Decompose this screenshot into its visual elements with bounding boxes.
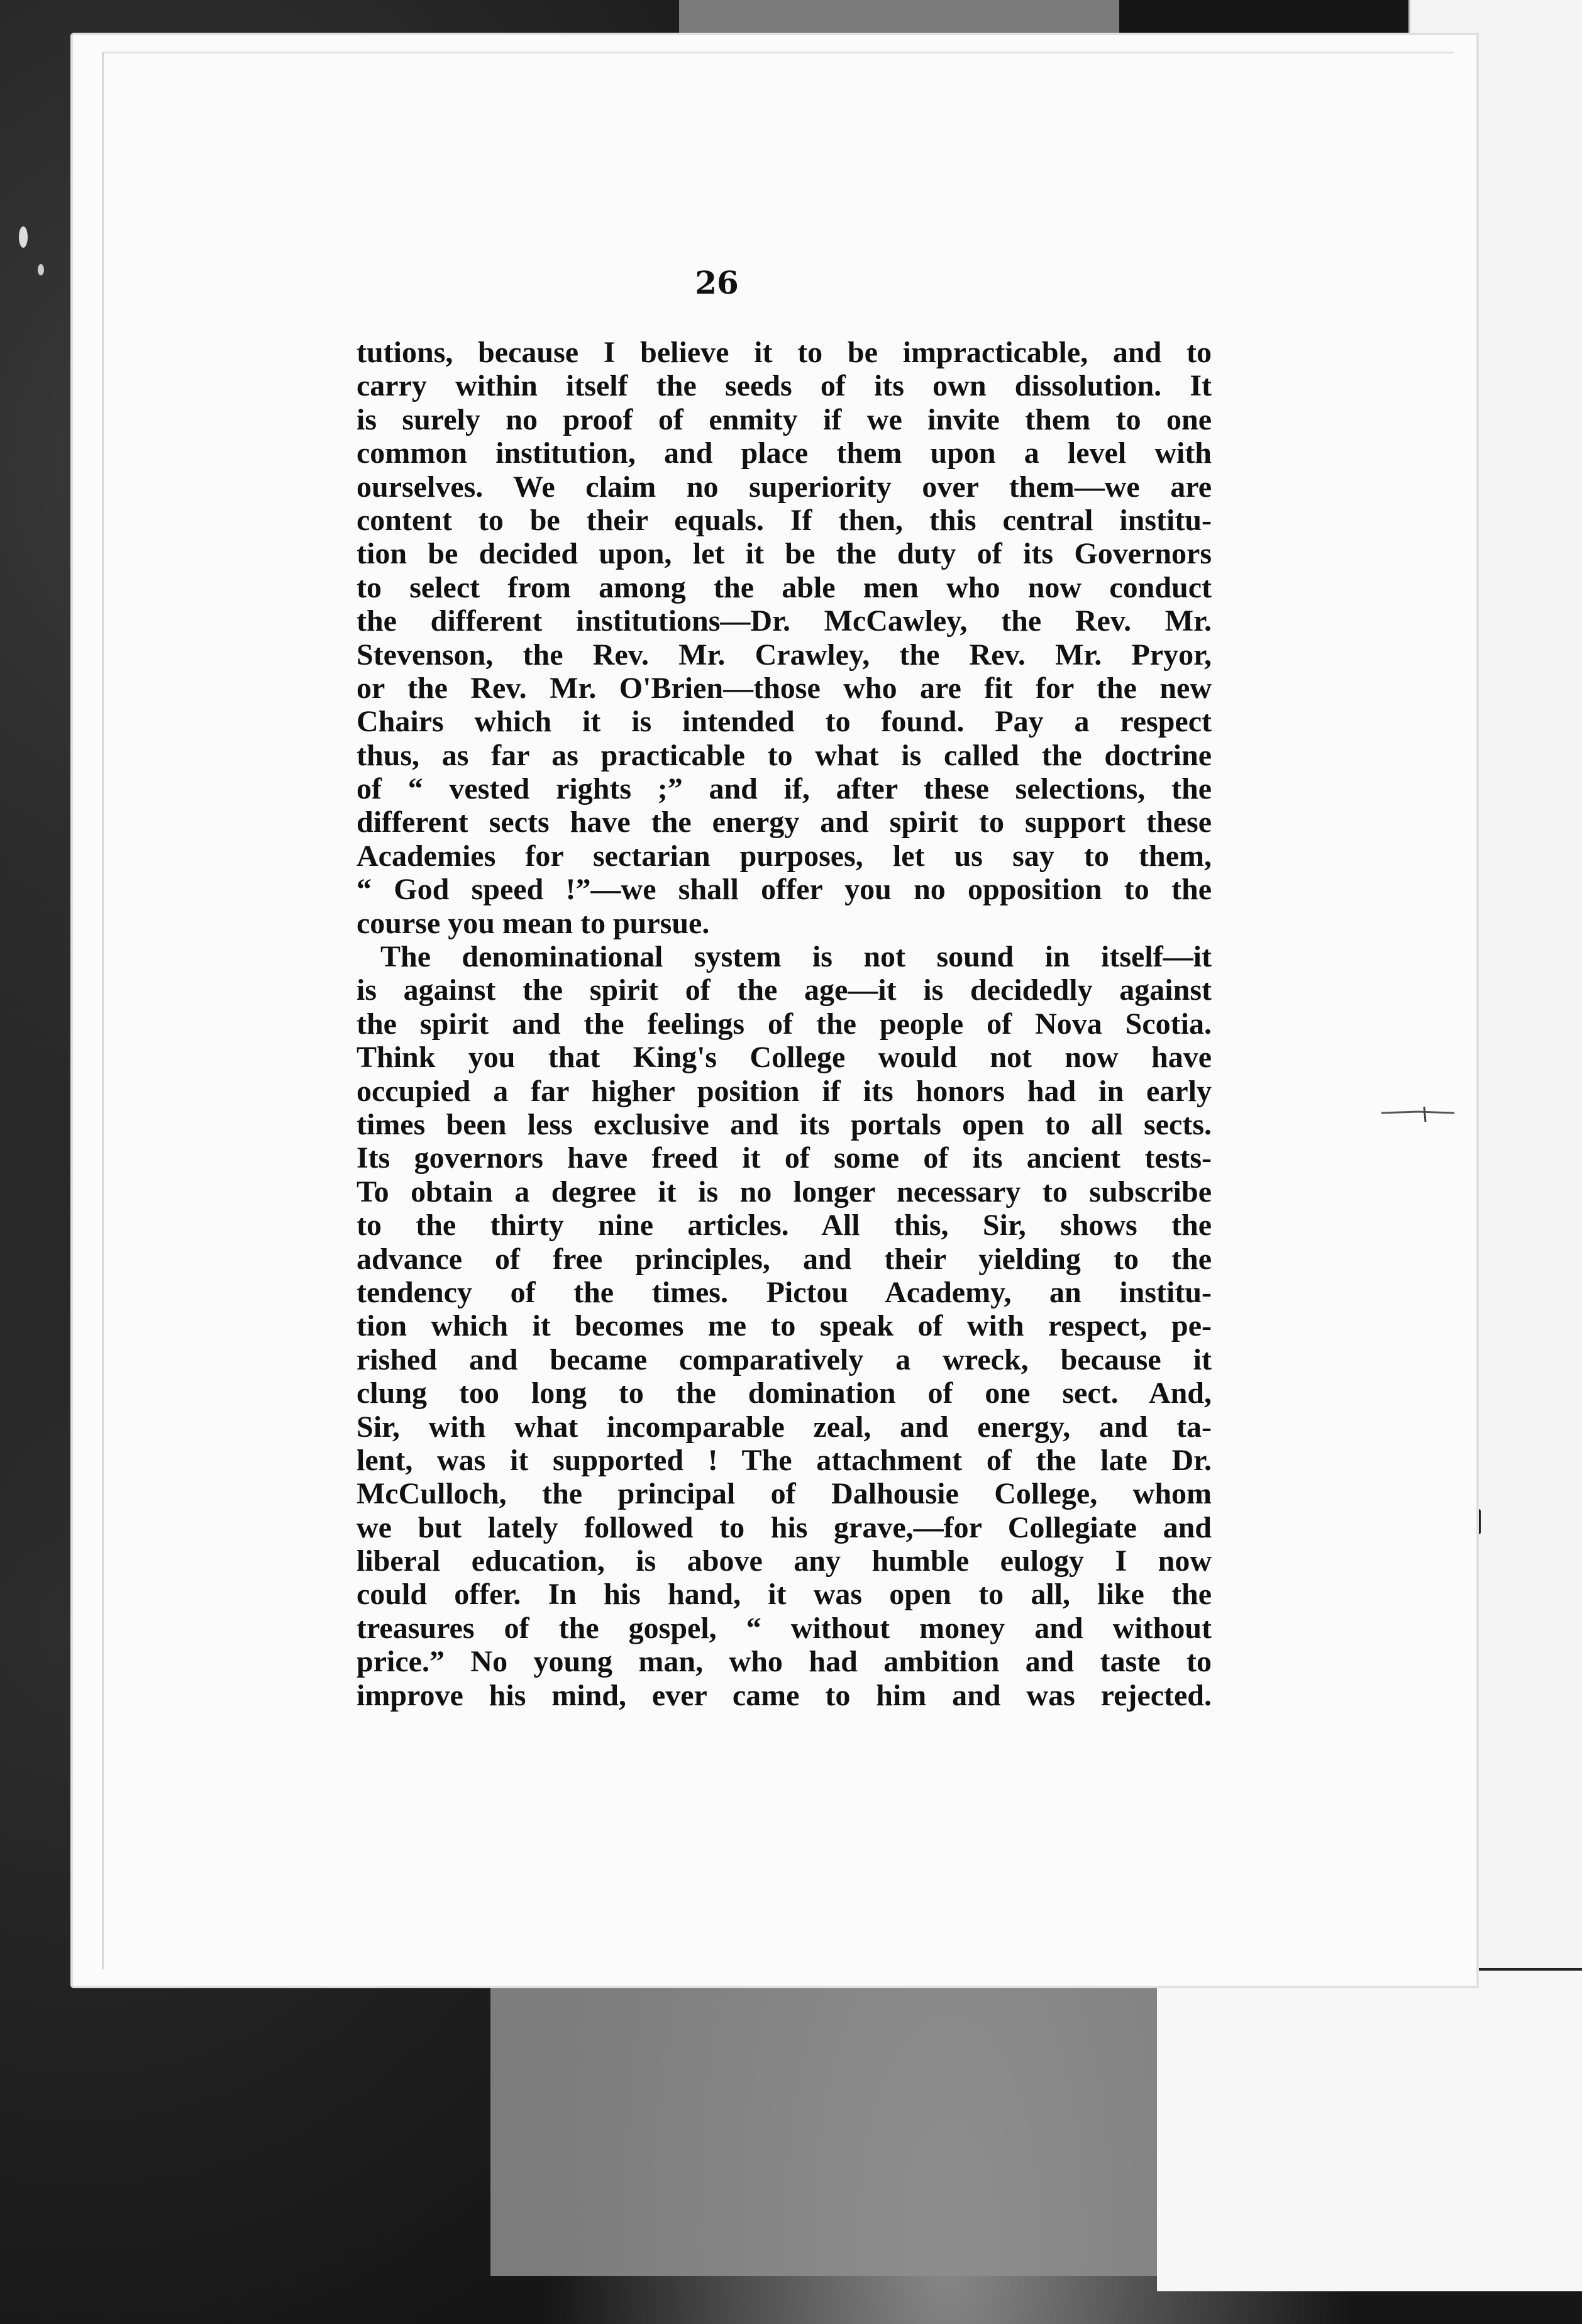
text-line: “ God speed !”—we shall offer you no opposition to the <box>357 873 1212 907</box>
text-line: course you mean to pursue. <box>357 906 710 940</box>
text-line: Sir, with what incomparable zeal, and energy, and ta- <box>357 1410 1212 1444</box>
text-line: treasures of the gospel, “ without money and without <box>357 1611 1212 1645</box>
page-number: 26 <box>695 264 739 301</box>
scan-shadow-bottom <box>490 1962 1157 2276</box>
text-line: rished and became comparatively a wreck, because it <box>357 1342 1212 1376</box>
text-line: tion which it becomes me to speak of with respect, pe- <box>357 1309 1212 1343</box>
text-line: of “ vested rights ;” and if, after these selections, the <box>357 772 1212 806</box>
text-line: tendency of the times. Pictou Academy, an institu- <box>357 1275 1212 1309</box>
scan-shadow-top <box>679 0 1119 38</box>
text-line: Chairs which it is intended to found. Pay a respect <box>357 705 1212 739</box>
facing-page-bottom <box>1157 1968 1582 2291</box>
text-line: to the thirty nine articles. All this, Sir, shows the <box>357 1209 1212 1242</box>
text-line: McCulloch, the principal of Dalhousie College, whom <box>357 1477 1212 1511</box>
text-line: is against the spirit of the age—it is decidedly against <box>357 973 1212 1007</box>
text-line: occupied a far higher position if its honors had in early <box>357 1074 1212 1108</box>
text-line: we but lately followed to his grave,—for Collegiate and <box>357 1510 1212 1544</box>
margin-speck <box>38 264 44 275</box>
text-line: tion be decided upon, let it be the duty of its Governors <box>357 537 1212 571</box>
text-line: The denominational system is not sound in itself—it <box>380 940 1212 974</box>
text-line: improve his mind, ever came to him and was rejected. <box>357 1678 1212 1712</box>
text-line: tutions, because I believe it to be impracticable, and to <box>357 336 1212 369</box>
text-line: is surely no proof of enmity if we invite them to one <box>357 402 1212 436</box>
text-line: thus, as far as practicable to what is called the doctrine <box>357 738 1212 772</box>
page-body-text <box>357 336 1212 1712</box>
binding-mark-icon <box>1380 1100 1456 1126</box>
text-line: price.” No young man, who had ambition and taste to <box>357 1645 1212 1679</box>
text-line: Think you that King's College would not now have <box>357 1041 1212 1075</box>
text-line: times been less exclusive and its portals open to all sects. <box>357 1107 1212 1141</box>
text-line: or the Rev. Mr. O'Brien—those who are fit for the new <box>357 671 1212 705</box>
text-line: lent, was it supported ! The attachment of the late Dr. <box>357 1443 1212 1477</box>
text-line: Its governors have freed it of some of its ancient tests- <box>357 1141 1212 1175</box>
text-line: advance of free principles, and their yielding to the <box>357 1242 1212 1276</box>
text-line: could offer. In his hand, it was open to all, like the <box>357 1578 1212 1612</box>
text-line: content to be their equals. If then, this central institu- <box>357 503 1212 537</box>
text-line: Stevenson, the Rev. Mr. Crawley, the Rev. Mr. Pryor, <box>357 638 1212 672</box>
text-line: carry within itself the seeds of its own dissolution. It <box>357 369 1212 403</box>
text-line: the different institutions—Dr. McCawley, the Rev. Mr. <box>357 604 1212 638</box>
text-line: the spirit and the feelings of the people of Nova Scotia. <box>357 1007 1212 1041</box>
text-line: different sects have the energy and spirit to support these <box>357 805 1212 839</box>
text-line: Academies for sectarian purposes, let us say to them, <box>357 839 1212 873</box>
text-line: clung too long to the domination of one sect. And, <box>357 1376 1212 1410</box>
text-line: ourselves. We claim no superiority over them—we are <box>357 470 1212 504</box>
text-line: liberal education, is above any humble eulogy I now <box>357 1544 1212 1578</box>
text-line: common institution, and place them upon a level with <box>357 436 1212 470</box>
text-line: to select from among the able men who now conduct <box>357 570 1212 604</box>
margin-speck <box>19 226 28 248</box>
text-line: To obtain a degree it is no longer necessary to subscribe <box>357 1175 1212 1209</box>
